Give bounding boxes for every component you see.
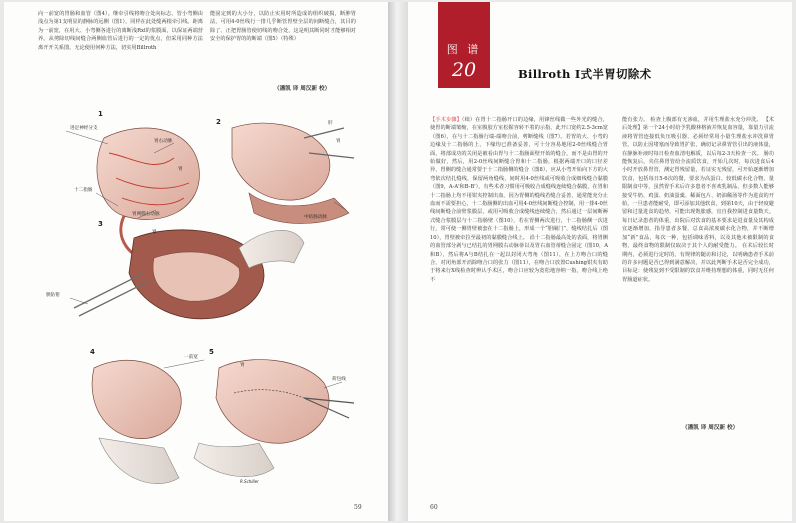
label-vagus-branch: 进足神经分支 xyxy=(70,126,98,131)
glove-hand-3 xyxy=(99,438,179,484)
label-stomach-2: 胃 xyxy=(336,139,341,144)
figure-2-resection xyxy=(216,118,354,224)
stomach-shape xyxy=(97,128,199,219)
section-marker-procedure: 【手术步骤】 xyxy=(430,117,462,123)
left-page xyxy=(4,2,388,521)
stomach-shape-4 xyxy=(92,360,181,438)
left-top-text-col2: 能固定到的大小分，以防止实用时所造成的组织破损，断肿胃法，可用4-0丝线行一排几乎断管胃壁全层的间断缝合，其目的除了、正把胃肠管使切线的吻合处，这是明其断同时才能够相对安全的保护胃的的断端（图5）（特殊） xyxy=(210,11,356,43)
right-col1 xyxy=(430,116,608,492)
label-purse-string: 荷包线 xyxy=(332,377,346,382)
fig-5-number: 5 xyxy=(209,348,214,356)
plate-title: Billroth Ⅰ式半胃切除术 xyxy=(518,67,652,81)
right-col2 xyxy=(622,116,774,420)
label-stomach-5: 胃 xyxy=(240,363,245,368)
fig-4-number: 4 xyxy=(90,348,95,356)
label-duodenum: 十二指肠 xyxy=(74,188,93,193)
label-one-finger-width: 一前宽 xyxy=(184,355,198,360)
plate-number: 20 xyxy=(451,59,477,81)
label-stomach-3: 胃 xyxy=(152,230,157,235)
illustrator-signature: R.Schiller xyxy=(240,479,259,484)
right-page-number: 60 xyxy=(430,504,438,511)
figure-5-purse-string xyxy=(194,348,354,484)
fig-1-number: 1 xyxy=(98,110,103,118)
label-clamp: 胰钻钳 xyxy=(46,293,60,298)
fig-2-number: 2 xyxy=(216,118,221,126)
right-translator: （潘凯 译 周汉新 校） xyxy=(682,425,739,431)
label-liver: 肝 xyxy=(328,121,333,126)
left-translator: （潘凯 译 周汉新 校） xyxy=(274,86,331,92)
figure-3-clamping xyxy=(46,220,304,319)
left-top-text-col1: 向一前宽的胃肠和血管（图4）。继牵引线将吻合处向标志，管小弯侧由浅点为第1支明显的静脉的远侧（图1），同样在此处缝两根牵引线。距离为一前宽，在用大、小弯侧各进行的离断浅Rxl的浆膜面，以保证两端营养。从剪除切线间缝合两侧血管后进行的一定的优点，但采用同种方法离开开关系图，无论使用何种方法，切实用Billroth xyxy=(38,11,203,51)
plate-header xyxy=(438,2,490,88)
left-page-number: 59 xyxy=(354,504,362,511)
figure-4-traction-sutures xyxy=(90,348,204,484)
label-right-gastric-artery: 胃右动脉 xyxy=(154,139,173,144)
fig-3-number: 3 xyxy=(98,220,103,228)
label-stomach-1: 胃 xyxy=(178,167,183,172)
glove-hand-2 xyxy=(239,230,304,268)
right-col1-text: （续）在胃十二指肠开口的边缘，用锋丝线做一些外光的缝合，使胃的断端皱缩，在室腹胶方室松握容转不着的示指，此开口宽约2.5-3cm宽（图6），在与十二指肠行端-端吻合前，剪断缝线（图7）。若胃的大、小弯的边缘及十二指肠的上、下缘均已准备妥善，可十分容易地用2-0丝线缝合胃面，将部成功的关闭是被看由胃与十二指肠面壁开始的缝合，而不是由胃的开始做好，然后，用2-0丝线间断缝合胃和十二指肠，根据两端开口的口径差异，胃侧的缝合通常要于十二指肠侧的缝合（图8），应从小弯开始向下方的大弯依次结扎缝线，保留两角缝线，间时用4-0丝线或可吸收合成细线缝合黏膜（图9，A-A'和B-B'），有些术者习惯用可吸收合成缝线连续缝合黏膜，在胃和十二指肠上均不用钳夹控制出血，因为胃侧的缝线若缝合妥善，通常能充分止血而不需要担心，十二指肠侧的出血可用4-0丝线间断缝合控制，用一排4-0丝线间断缝合前壁浆膜层，或用可吸收合成缝线连续缝合，然后通过一层间断褥式缝合浆膜层与十二指肠壁（图10），若在胃侧两次进行，十二指肠侧一次进行，常可使一侧胃壁被套在十二指肠上，形成一个“胆阑门”，缝线结扎后（图10），胃壁被牵拉至最初的黏膜缝合线上。 沿十二指肠最高处的表面，将胃侧的血管部分剥与已结扎的胃网膜右动脉蒂以及胃右血管蒂缝合固定（图10，A和B），然后将A与B结扎在一起以封闭大弯角（图11），在上方吻合口的缝合，对闭角部开消除吻合口的张力（图11），在吻合口放置Cushing钳夹有助于将来行X线检查时辨认手术区，吻合口应较为宽松地容纳一指，吻合线上绝不 xyxy=(430,117,608,283)
label-middle-colic-artery: 中结肠动脉 xyxy=(304,215,327,220)
right-col2-text: 能有张力。 检查上腹部有无渗血，并用生理盐水充分冲洗。 【术后处理】第一个24小时给予乳酸林格液并恢复血容量，靠量力引流液将胃管连接低负压吸引器，必须经常用小量生理盐水冲洗鼻胃管，以防止因堵塞而导致胃扩张，确切记录鼻胃管引出的液体量，在静脉补液时每日检查血清电解质，以后每2-3天检查一次。 肠功能恢复后，夹住鼻胃管给全流质饮食，开始几次时，每次进食后4小时开放鼻胃管，测定胃残留量，若证实无残留，可开始逐渐增加饮食，包括每日5-6次的餐，要求为高蛋白、较低碳水化合物、量限制食中等，虽然胃手术后许多患者不喜欢乳制品，但多数人能够接受牛奶、鸡蛋、奶油蛋羹、稀面包片、奶油稀汤等作为进食的开始，一旦患者能耐受，即可添加其他软食，到第10天，由于轻度避留和过量进食的趋势，可能出现饱胀感，宜自我控制进食量数天。 每日记录患者的体重，出院后对饮食的基本要求是进食量及其构成宜逐渐增加，指导患者多餐，总食高浓度碳水化合物，并不断增加“新”食品，每次一种，包括调味香料，以及其他未被限制的食物，最终食物的限制仅取决于其个人的耐受能力。 在术后较长时期内，必须进行定时的，有规律的随访和讨论，以明确患者手术前的许多问题是否已得到满意解决，并以此判断手术是否完全成功，目标是：使残复到不受限制的饮食并维持理想的体重，同时无任何胃肠道症状。 xyxy=(622,117,774,283)
glove-hand-4 xyxy=(194,443,274,477)
book-gutter xyxy=(388,2,408,521)
label-right-gastroepiploic: 胃网膜右动脉 xyxy=(132,212,160,217)
plate-label: 图 谱 xyxy=(446,43,482,56)
surgical-illustrations xyxy=(4,98,388,518)
right-page xyxy=(408,2,792,521)
